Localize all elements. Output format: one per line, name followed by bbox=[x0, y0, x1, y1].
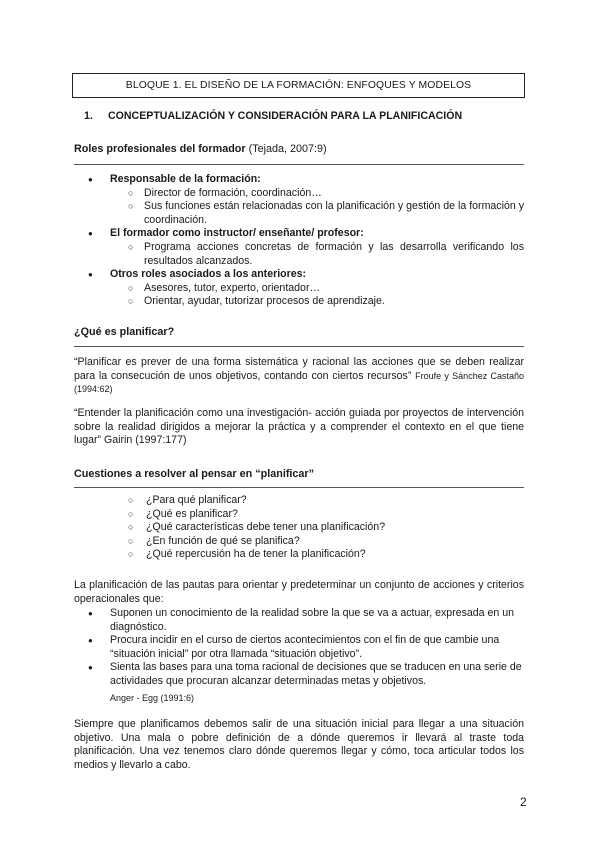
list-item: ● Procura incidir en el curso de ciertos acontecimientos con el fin de que cambie una “situación inicial” por otra llamada “situación objetivo”. bbox=[88, 634, 524, 661]
block-header-text: BLOQUE 1. EL DISEÑO DE LA FORMACIÓN: ENFOQUES Y MODELOS bbox=[125, 79, 472, 91]
quote-cite: Gairin (1997:177) bbox=[104, 434, 187, 447]
que-es-title: ¿Qué es planificar? bbox=[74, 326, 175, 338]
section-number: 1. bbox=[84, 110, 93, 122]
anger-cite: Anger - Egg (1991:6) bbox=[110, 693, 195, 703]
role-label: Responsable de la formación: bbox=[110, 173, 261, 185]
list-item: ○ ¿Para qué planificar? bbox=[124, 494, 524, 508]
page-number: 2 bbox=[520, 795, 527, 809]
list-item bbox=[88, 173, 524, 227]
roles-title bbox=[74, 143, 327, 157]
quote-froufe bbox=[74, 356, 524, 397]
planificacion-intro: La planificación de las pautas para orientar y predeterminar un conjunto de acciones y criterios operacionales que: bbox=[74, 579, 524, 605]
list-item: ○ Sus funciones están relacionadas con la planificación y gestión de la formación y coordinación. bbox=[110, 200, 524, 227]
quote-text: “Entender la planificación como una investigación- acción guiada por proyectos de intervención sobre la realidad dirigidos a mejorar la práctica y a comprender el contexto en el que tiene lugar” bbox=[74, 407, 524, 447]
list-item: ○ Programa acciones concretas de formación y las desarrolla verificando los resultados alcanzados. bbox=[110, 241, 524, 268]
planificacion-list bbox=[88, 607, 524, 689]
list-item: ○ Director de formación, coordinación… bbox=[110, 187, 524, 201]
roles-title-text: Roles profesionales del formador bbox=[74, 143, 246, 155]
roles-divider bbox=[74, 164, 524, 165]
list-item: ○ Orientar, ayudar, tutorizar procesos de aprendizaje. bbox=[110, 295, 524, 309]
cuestiones-divider bbox=[74, 487, 524, 488]
que-es-divider bbox=[74, 346, 524, 347]
list-item bbox=[88, 268, 524, 309]
roles-list bbox=[88, 173, 524, 309]
list-item: ○ Asesores, tutor, experto, orientador… bbox=[110, 282, 524, 296]
list-item: ○ ¿En función de qué se planifica? bbox=[124, 535, 524, 549]
list-item: ○ ¿Qué características debe tener una planificación? bbox=[124, 521, 524, 535]
list-item: ● Sienta las bases para una toma racional de decisiones que se traducen en una serie de actividades que procuran alcanzar determinadas metas y objetivos. bbox=[88, 661, 524, 688]
cuestiones-title: Cuestiones a resolver al pensar en “planificar” bbox=[74, 468, 315, 480]
roles-cite: (Tejada, 2007:9) bbox=[248, 143, 327, 155]
list-item bbox=[88, 227, 524, 268]
quote-text: “Planificar es prever de una forma sistemática y racional las acciones que se deben realizar para la consecución de unos objetivos, contando con ciertos recursos” bbox=[74, 356, 524, 382]
closing-paragraph: Siempre que planificamos debemos salir de una situación inicial para llegar a una situación objetivo. Una mala o pobre definición de a dónde queremos ir llevará al traste toda planificación. Una vez tenemos claro dónde queremos llegar y cómo, toca articular todos los medios y llevarlo a cabo. bbox=[74, 718, 524, 771]
sub-list bbox=[110, 282, 524, 309]
sub-list bbox=[110, 241, 524, 268]
block-header bbox=[72, 73, 525, 98]
list-item: ○ ¿Qué es planificar? bbox=[124, 508, 524, 522]
section-heading bbox=[84, 110, 462, 124]
role-label: Otros roles asociados a los anteriores: bbox=[110, 268, 307, 281]
quote-cite: Froufe y Sánchez Castaño (1994:62) bbox=[74, 370, 525, 395]
quote-gairin bbox=[74, 407, 524, 448]
cuestiones-list bbox=[124, 494, 524, 562]
list-item: ○ ¿Qué repercusión ha de tener la planificación? bbox=[124, 548, 524, 562]
list-item: ● Suponen un conocimiento de la realidad sobre la que se va a actuar, expresada en un diagnóstico. bbox=[88, 607, 524, 634]
section-heading-text: CONCEPTUALIZACIÓN Y CONSIDERACIÓN PARA LA PLANIFICACIÓN bbox=[108, 110, 463, 122]
sub-list bbox=[110, 187, 524, 228]
role-label: El formador como instructor/ enseñante/ profesor: bbox=[110, 227, 364, 240]
